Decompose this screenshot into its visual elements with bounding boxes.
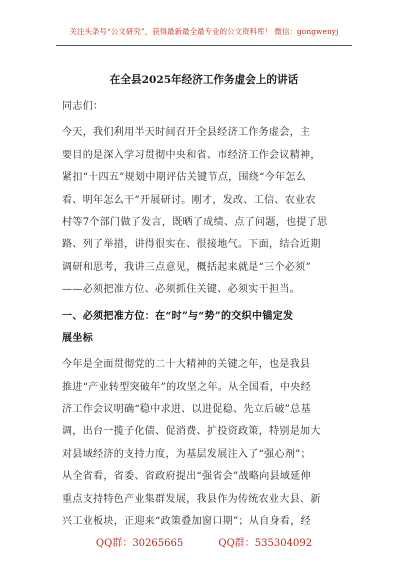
- paragraph-line: 紧扣“十四五”规划中期评估关键节点，围绕“今年怎么: [62, 172, 307, 184]
- section-heading: 一、必须把准方位：在“时”与“势”的交织中锚定发: [62, 310, 294, 322]
- paragraph-line: 调，出台一揽子化债、促消费、扩投资政策，特别是加大: [62, 426, 321, 438]
- document-title: 在全县2025年经济工作务虚会上的讲话: [109, 74, 299, 86]
- paragraph-line: 济工作会议明确“稳中求进、以进促稳、先立后破”总基: [62, 404, 311, 416]
- section-heading: 展坐标: [62, 332, 94, 344]
- document-body: [62, 96, 348, 533]
- paragraph-line: 路、列了举措，讲得很实在、很接地气。下面，结合近期: [62, 239, 321, 251]
- paragraph-line: 重点支持特色产业集群发展，我县作为传统农业大县、新: [62, 493, 321, 505]
- paragraph-line: 调研和思考，我讲三点意见，概括起来就是“三个必须”: [62, 261, 311, 273]
- paragraph-line: 从全省看，省委、省政府提出“强省会”战略向县域延伸: [62, 471, 311, 483]
- paragraph-line: 兴工业板块，正迎来“政策叠加窗口期”；从自身看，经: [62, 516, 311, 528]
- paragraph-line: ——必须把准方位、必须抓住关键、必须实干担当。: [62, 284, 301, 296]
- paragraph-line: 要目的是深入学习贯彻中央和省、市经济工作会议精神，: [62, 149, 321, 161]
- header-banner: 关注头条号“公文研究”，获得最新最全最专业的公文资料库！ 微信：gongwenyj: [69, 27, 339, 36]
- paragraph-line: 今天，我们利用半天时间召开全县经济工作务虚会，主: [62, 127, 311, 139]
- paragraph-line: 推进“产业转型突破年”的攻坚之年。从全国看，中央经: [62, 381, 311, 393]
- paragraph-line: 看、明年怎么干”开展研讨。刚才，发改、工信、农业农: [62, 194, 316, 206]
- header-divider: [56, 45, 352, 46]
- footer-qq-group-2: QQ群：535304092: [218, 538, 313, 549]
- paragraph-line: 对县域经济的支持力度，为基层发展注入了“强心剂”；: [62, 448, 311, 460]
- paragraph-line: 村等7个部门做了发言，既晒了成绩、点了问题，也提了思: [62, 216, 328, 228]
- footer-contact: [0, 534, 408, 549]
- salutation: 同志们：: [62, 101, 104, 112]
- paragraph-line: 今年是全面贯彻党的二十大精神的关键之年，也是我县: [62, 359, 311, 371]
- footer-qq-group-1: QQ群：30265665: [95, 538, 184, 549]
